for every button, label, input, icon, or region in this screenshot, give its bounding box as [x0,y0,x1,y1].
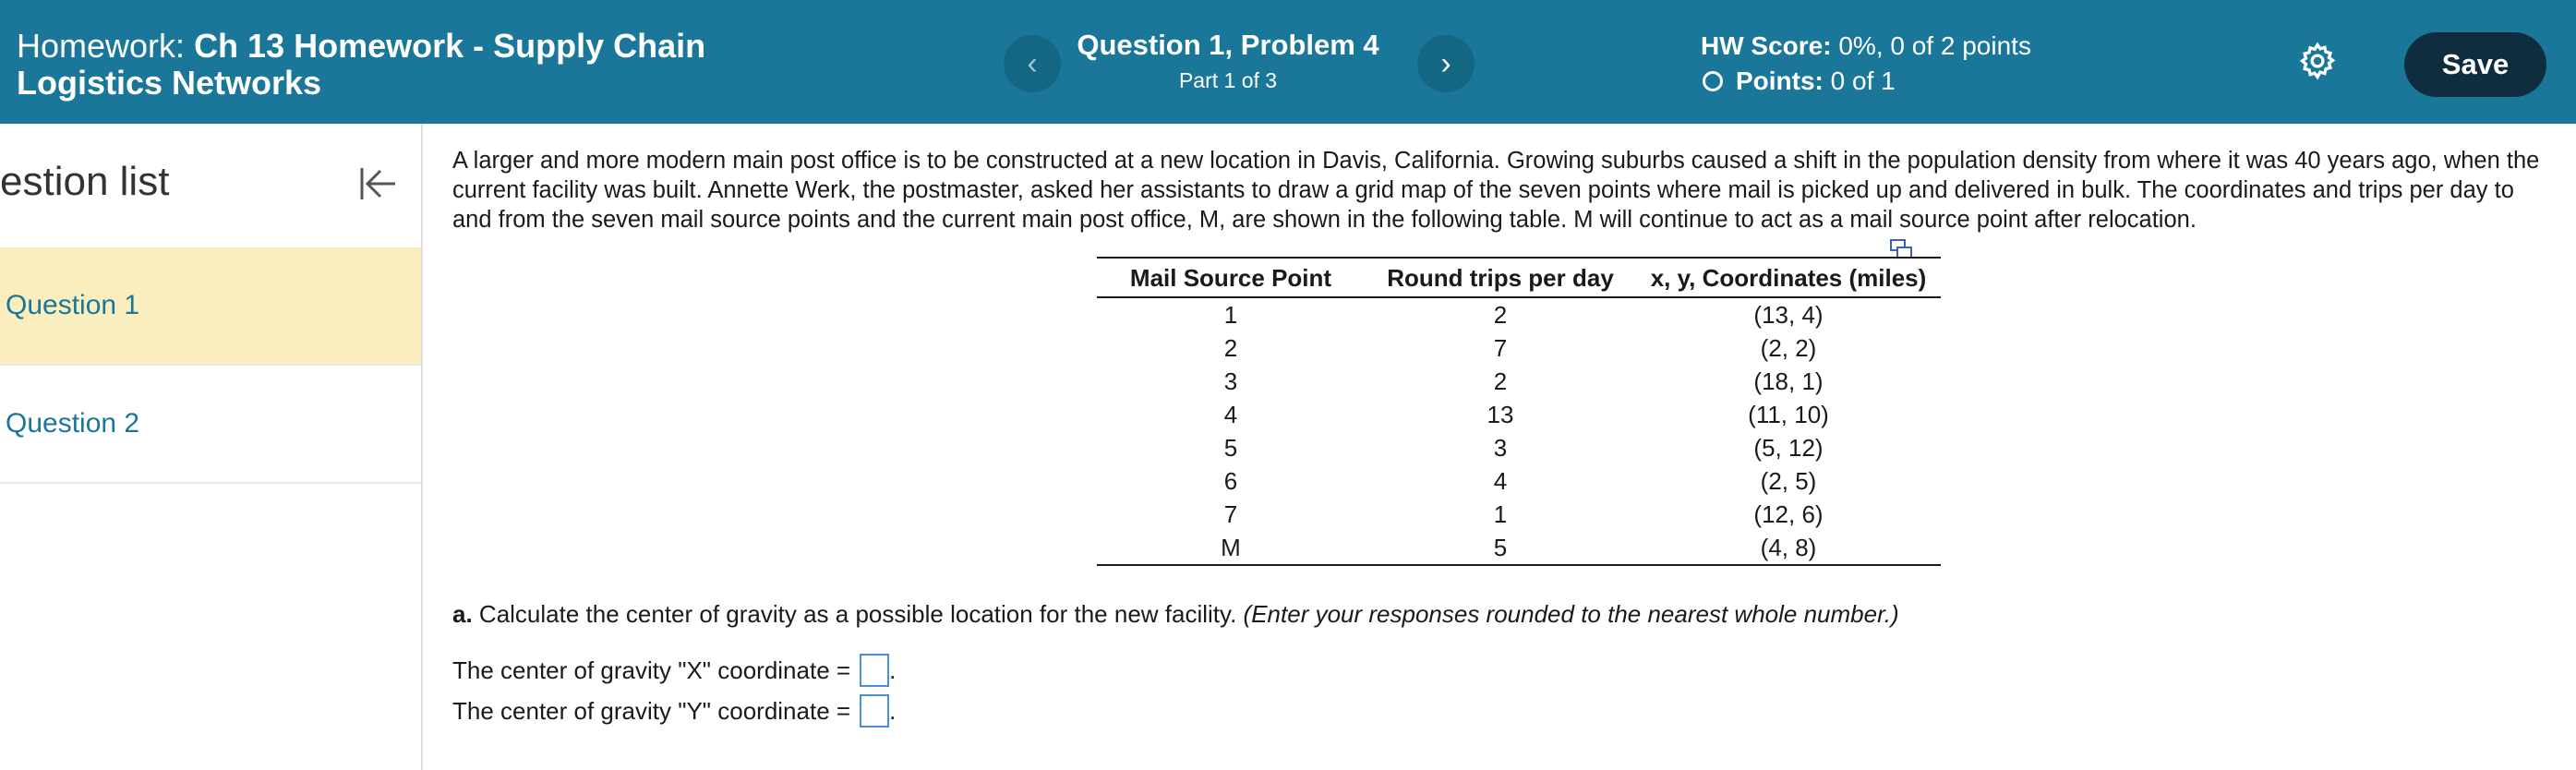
next-question-button[interactable] [1417,35,1475,92]
table-header-row [1097,258,1941,297]
question-intro: A larger and more modern main post office is to be constructed at a new location in Davis, California. Growing suburbs caused a shift in the population density from where it was 40 years ago, when the current facility was built. Annette Werk, the postmaster, asked her assistants to draw a grid map of the seven points where mail is picked up and delivered in bulk. The coordinates and trips per day to and from the seven mail source points and the current main post office, M, are shown in the following table. M will continue to act as a mail source point after relocation. [452,148,2540,233]
cell-source: 7 [1223,500,1238,528]
x-period: . [889,656,897,684]
y-period: . [889,696,897,725]
cell-trips: 2 [1493,367,1508,395]
part-a-note: (Enter your responses rounded to the nearest whole number.) [1243,600,1899,628]
cell-source: 6 [1223,467,1238,495]
cell-coordinates: (18, 1) [1753,367,1824,395]
x-coordinate-input[interactable] [860,654,889,687]
question-indicator [1043,28,1413,94]
cell-trips: 2 [1493,301,1508,329]
cell-coordinates: (4, 8) [1636,531,1941,565]
y-coordinate-prompt: The center of gravity "Y" coordinate = [452,696,851,725]
cell-coordinates: (5, 12) [1753,434,1824,462]
table-row [1097,531,1941,565]
cell-source: 5 [1223,434,1238,462]
collapse-sidebar-icon[interactable] [355,161,401,207]
cell-coordinates: (2, 2) [1760,334,1817,362]
x-coordinate-prompt: The center of gravity "X" coordinate = [452,656,851,684]
y-coordinate-input[interactable] [860,694,889,728]
sidebar-item-label: Question 1 [6,290,140,320]
score-panel [1701,30,2031,98]
gear-icon[interactable] [2297,41,2338,81]
table-row [1097,297,1941,331]
part-a-label: a. [452,600,473,628]
cell-source: M [1097,531,1365,565]
part-a-text: Calculate the center of gravity as a possible location for the new facility. [478,600,1237,628]
cell-trips: 7 [1493,334,1508,362]
homework-name: Ch 13 Homework - Supply Chain Logistics Networks [17,27,706,102]
hw-score-label: HW Score: [1701,31,1832,60]
answer-row-x [452,654,896,687]
table-row [1097,431,1941,464]
hw-score-value: 0%, 0 of 2 points [1838,31,2031,60]
question-list-title: estion list [0,159,170,204]
cell-trips: 5 [1365,531,1636,565]
question-title: Question 1, Problem 4 [1077,29,1379,61]
column-header-coordinates: x, y, Coordinates (miles) [1636,258,1941,297]
question-list-sidebar [0,124,423,770]
question-part: Part 1 of 3 [1178,68,1278,92]
top-header [0,0,2576,124]
cell-source: 2 [1223,334,1238,362]
column-header-source: Mail Source Point [1097,258,1365,297]
cell-trips: 4 [1493,467,1508,495]
question-content [452,146,2548,725]
part-a-instructions [452,598,1899,630]
cell-trips: 1 [1493,500,1508,528]
hw-score [1701,30,2031,63]
homework-title [17,28,848,102]
cell-coordinates: (12, 6) [1753,500,1824,528]
mail-source-table [1097,257,1941,566]
table-row [1097,398,1941,431]
points-row [1701,65,2031,98]
homework-prefix: Homework: [17,27,186,65]
points-circle-icon [1703,71,1723,91]
sidebar-item-question-2[interactable] [0,366,421,484]
table-row [1097,464,1941,498]
points-value: 0 of 1 [1830,66,1896,95]
answer-row-y [452,694,896,728]
column-header-trips: Round trips per day [1365,258,1636,297]
cell-source: 3 [1223,367,1238,395]
points-label: Points: [1736,66,1824,95]
sidebar-item-question-1[interactable] [0,247,421,366]
cell-source: 4 [1223,401,1238,428]
table-row [1097,498,1941,531]
chevron-left-icon: ‹ [1027,45,1038,81]
cell-source: 1 [1223,301,1238,329]
cell-coordinates: (13, 4) [1753,301,1824,329]
cell-trips: 13 [1487,401,1514,428]
chevron-right-icon: › [1440,45,1451,81]
cell-coordinates: (2, 5) [1760,467,1817,495]
table-row [1097,365,1941,398]
cell-coordinates: (11, 10) [1748,401,1829,428]
cell-trips: 3 [1493,434,1508,462]
sidebar-item-label: Question 2 [6,408,140,439]
table-row [1097,331,1941,365]
save-button[interactable]: Save [2404,32,2546,97]
